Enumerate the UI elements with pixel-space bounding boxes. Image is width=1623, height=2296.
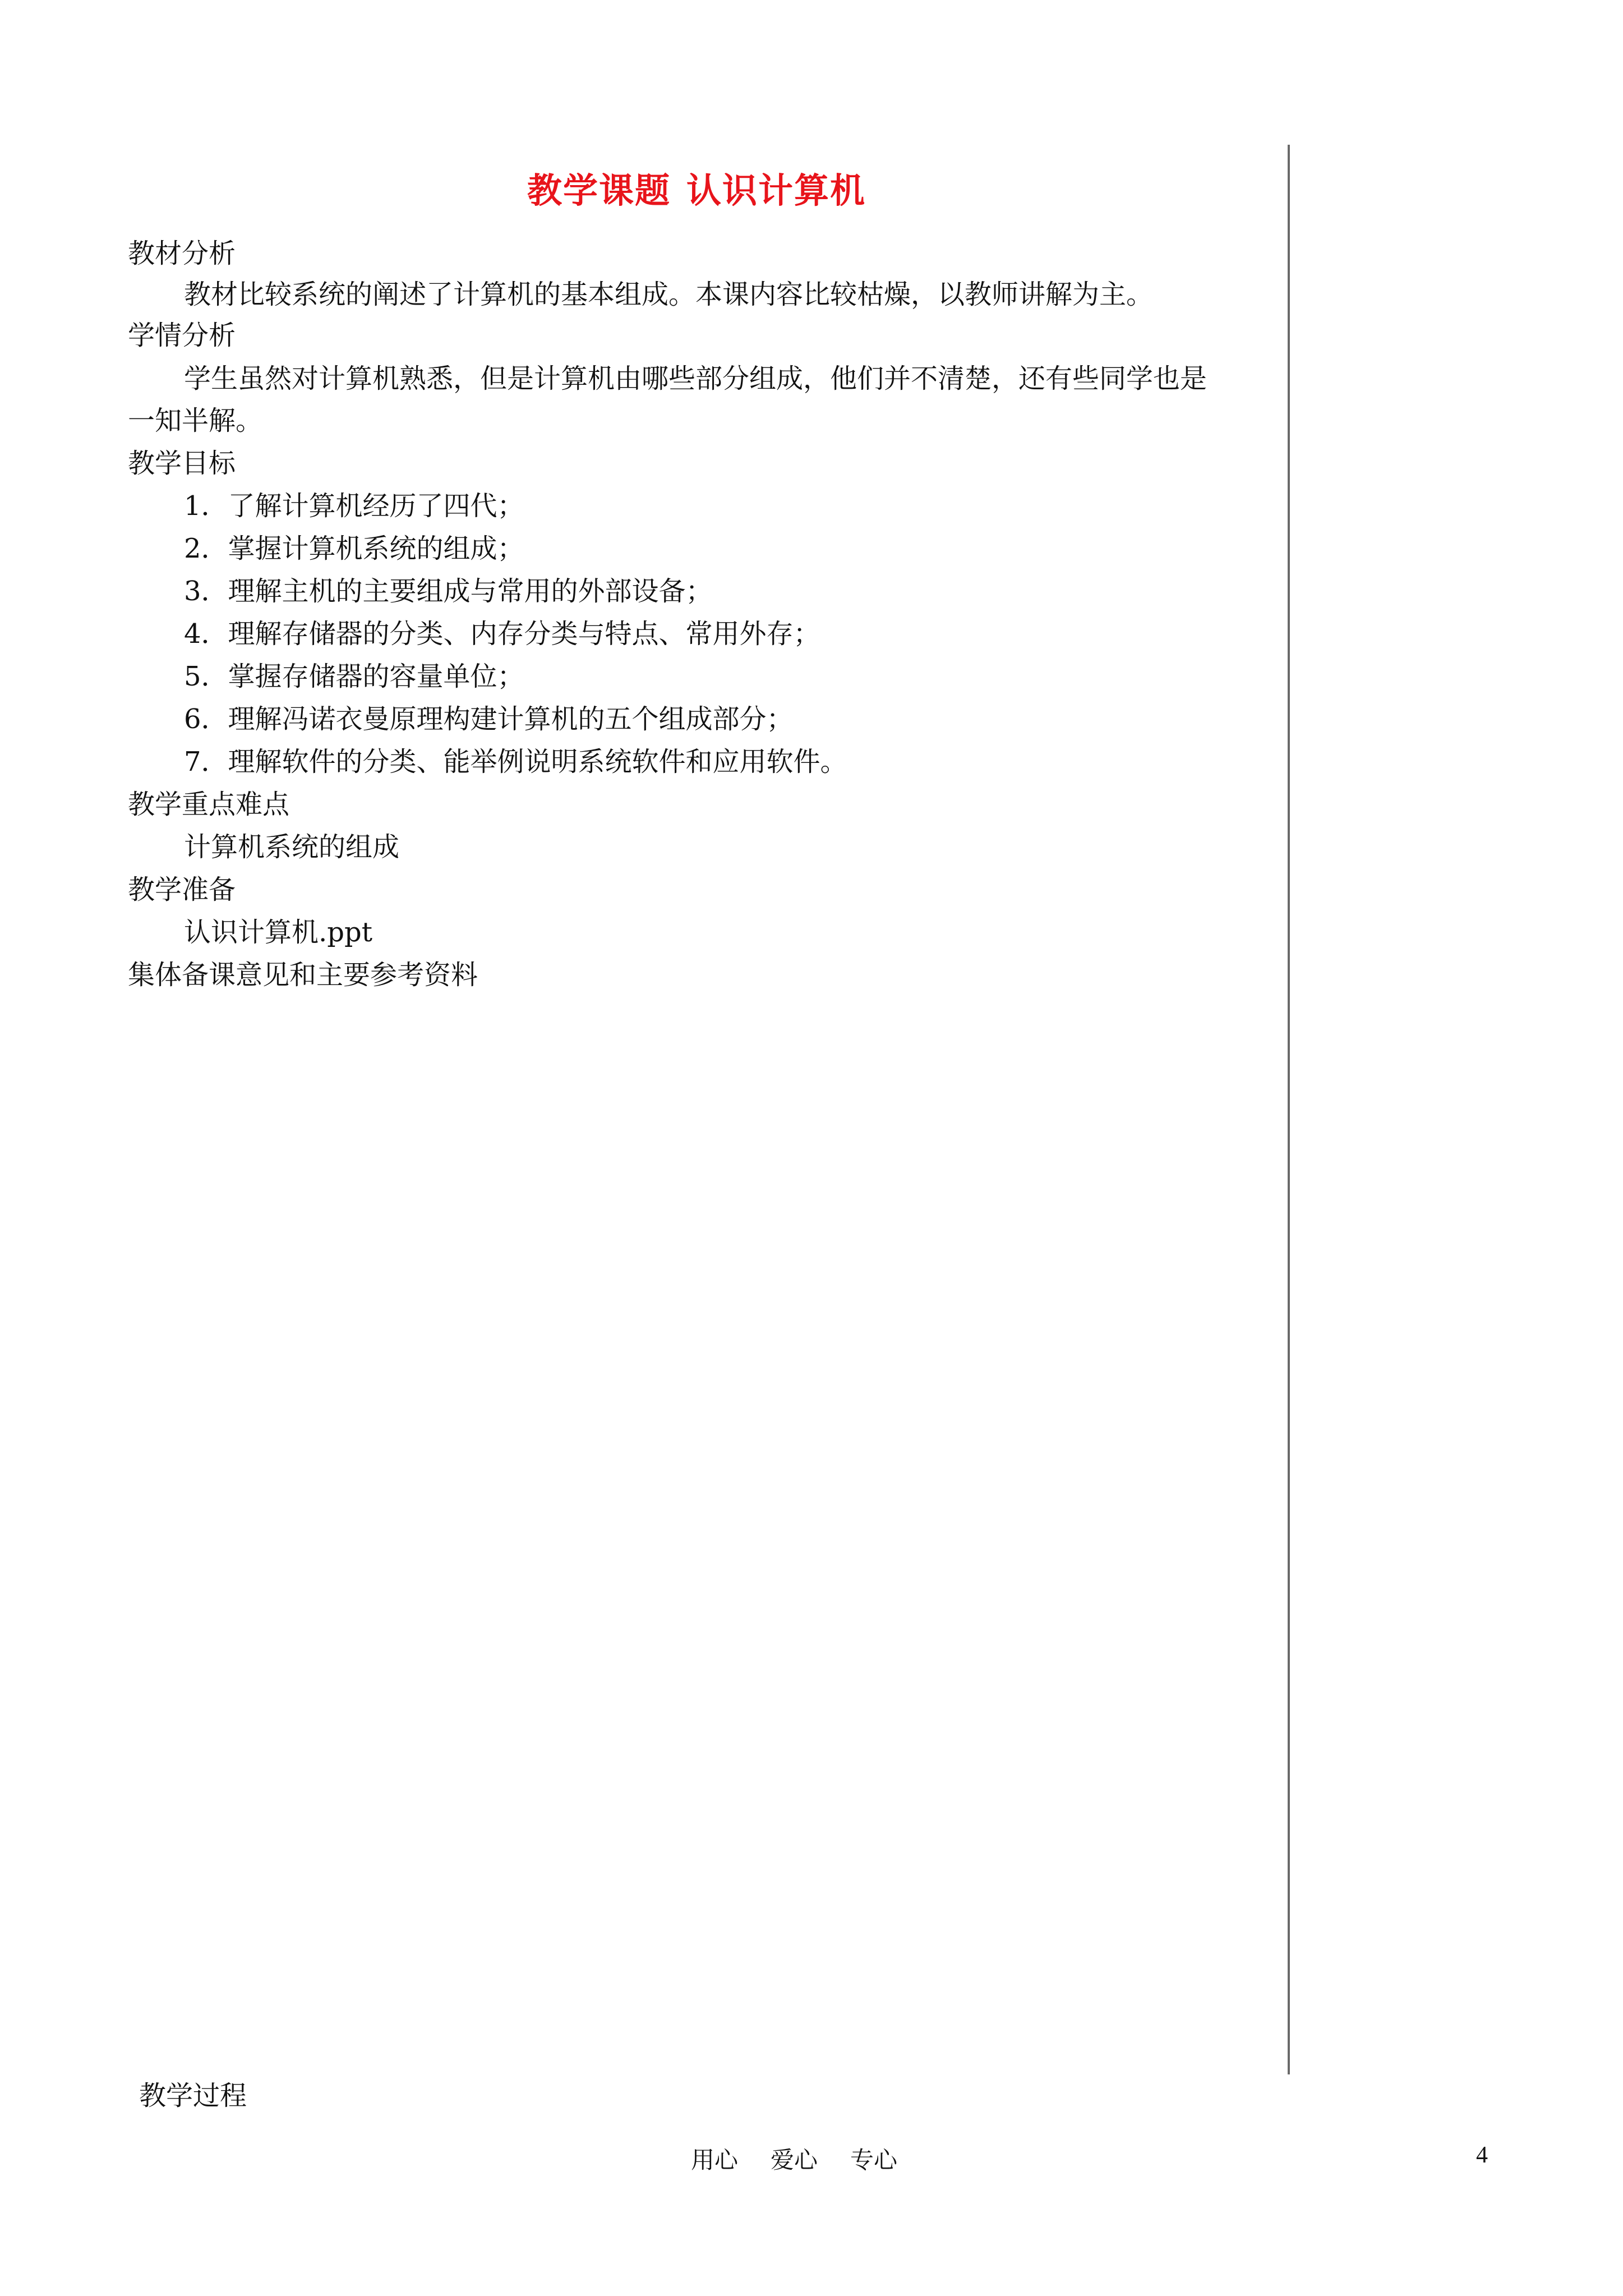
vertical-divider-line [1288, 145, 1290, 2074]
footer-motto-1: 用心 [691, 2146, 739, 2174]
lesson-title [527, 163, 866, 213]
section-heading-process: 教学过程 [139, 2080, 247, 2111]
learner-analysis-body-line2: 一知半解。 [128, 405, 263, 436]
textbook-analysis-body: 教材比较系统的阐述了计算机的基本组成。本课内容比较枯燥，以教师讲解为主。 [184, 279, 1154, 310]
lesson-title-topic: 认识计算机 [686, 170, 866, 211]
objective-item: 4．理解存储器的分类、内存分类与特点、常用外存； [184, 618, 820, 650]
learner-analysis-body-line1: 学生虽然对计算机熟悉，但是计算机由哪些部分组成，他们并不清楚，还有些同学也是 [184, 363, 1207, 394]
section-heading-learner-analysis: 学情分析 [128, 320, 236, 351]
key-points-body: 计算机系统的组成 [184, 831, 400, 863]
footer-motto [691, 2142, 897, 2175]
objective-item: 7．理解软件的分类、能举例说明系统软件和应用软件。 [184, 746, 847, 777]
objective-item: 2．掌握计算机系统的组成； [184, 533, 524, 564]
preparation-body: 认识计算机.ppt [184, 917, 373, 948]
page-number: 4 [1476, 2142, 1488, 2168]
section-heading-preparation: 教学准备 [128, 874, 236, 905]
objective-item: 1．了解计算机经历了四代； [184, 490, 524, 522]
objective-item: 3．理解主机的主要组成与常用的外部设备； [184, 576, 713, 607]
objective-item: 6．理解冯诺衣曼原理构建计算机的五个组成部分； [184, 703, 794, 735]
section-heading-collective-prep: 集体备课意见和主要参考资料 [128, 959, 478, 991]
footer-motto-3: 专心 [850, 2146, 898, 2174]
lesson-title-label: 教学课题 [527, 170, 671, 211]
footer-motto-2: 爱心 [771, 2146, 818, 2174]
section-heading-objectives: 教学目标 [128, 448, 236, 479]
objective-item: 5．掌握存储器的容量单位； [184, 661, 524, 692]
section-heading-textbook-analysis: 教材分析 [128, 238, 236, 269]
section-heading-key-points: 教学重点难点 [128, 789, 290, 820]
